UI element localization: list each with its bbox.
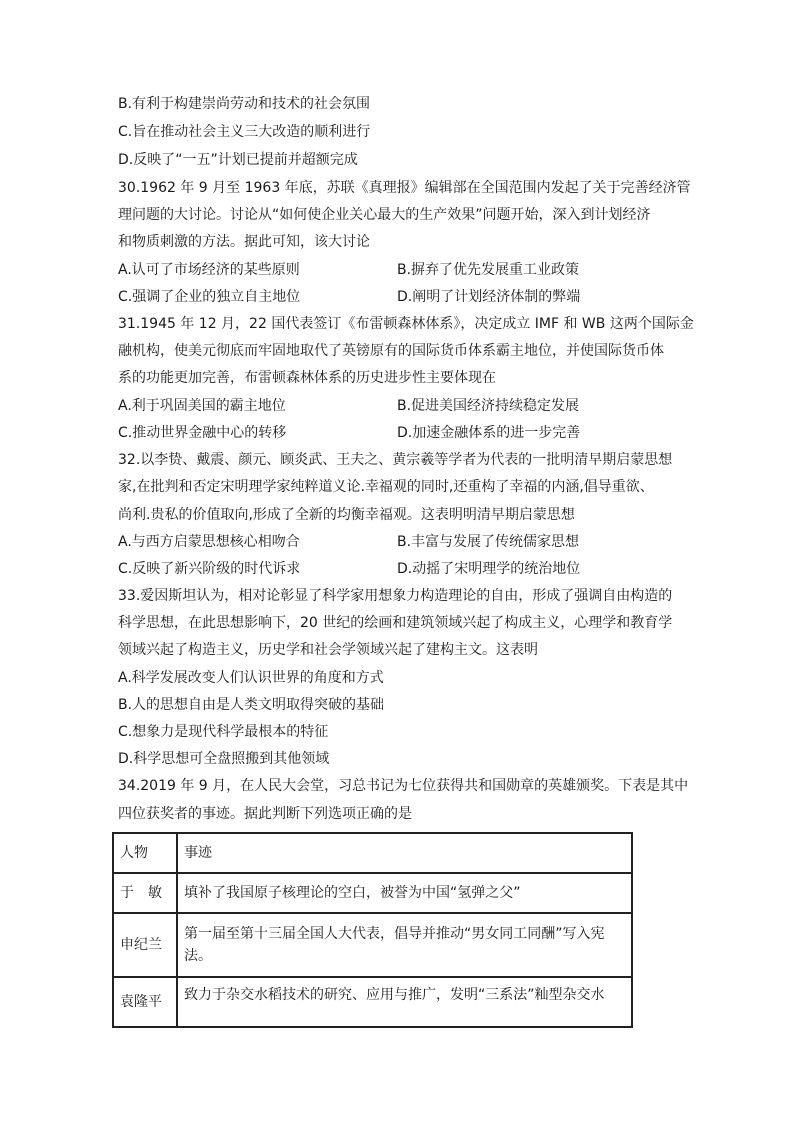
q32-option-c: C.反映了新兴阶级的时代诉求 bbox=[118, 561, 301, 577]
table-cell-person: 于 敏 bbox=[113, 873, 177, 913]
q32-stem-line-3: 尚利.贵私的价值取向,形成了全新的均衡幸福观。这表明明清早期启蒙思想 bbox=[118, 507, 575, 523]
q31-option-a: A.利于巩固美国的霸主地位 bbox=[118, 398, 286, 414]
table-cell-deeds: 第一届至第十三届全国人大代表，倡导并推动“男女同工同酬”写入宪法。 bbox=[177, 913, 632, 977]
q31-option-c: C.推动世界金融中心的转移 bbox=[118, 425, 287, 441]
q32-option-b: B.丰富与发展了传统儒家思想 bbox=[397, 534, 580, 550]
table-cell-person: 申纪兰 bbox=[113, 913, 177, 977]
q32-stem-line-1: 32.以李贽、戴震、颜元、顾炎武、王夫之、黄宗羲等学者为代表的一批明清早期启蒙思想 bbox=[118, 452, 673, 468]
q31-stem-line-1: 31.1945 年 12 月，22 国代表签订《布雷顿森林体系》，决定成立 IMF 和 WB 这两个国际金 bbox=[118, 316, 694, 332]
q33-stem-line-1: 33.爱因斯坦认为，相对论彰显了科学家用想象力构造理论的自由，形成了强调自由构造的 bbox=[118, 588, 673, 604]
q30-option-c: C.强调了企业的独立自主地位 bbox=[118, 289, 301, 305]
q29-option-d: D.反映了“一五”计划已提前并超额完成 bbox=[118, 152, 358, 168]
q31-option-d: D.加速金融体系的进一步完善 bbox=[397, 425, 581, 441]
awardee-table bbox=[112, 832, 633, 1028]
q32-option-d: D.动摇了宋明理学的统治地位 bbox=[397, 561, 581, 577]
q30-stem-line-2: 理问题的大讨论。讨论从“如何使企业关心最大的生产效果”问题开始，深入到计划经济 bbox=[118, 207, 651, 223]
q30-option-d: D.阐明了计划经济体制的弊端 bbox=[397, 289, 581, 305]
q34-stem-line-1: 34.2019 年 9 月，在人民大会堂，习总书记为七位获得共和国勋章的英雄颁奖。下表是其中 bbox=[118, 778, 689, 794]
table-cell-person: 袁隆平 bbox=[113, 977, 177, 1027]
table-header-row bbox=[113, 833, 632, 873]
q29-option-c: C.旨在推动社会主义三大改造的顺利进行 bbox=[118, 124, 371, 140]
q29-option-b: B.有利于构建崇尚劳动和技术的社会氛围 bbox=[118, 96, 371, 112]
table-row bbox=[113, 913, 632, 977]
q32-stem-line-2: 家,在批判和否定宋明理学家纯粹道义论.幸福观的同时,还重构了幸福的内涵,倡导重欲、 bbox=[118, 479, 654, 495]
q31-stem-line-3: 系的功能更加完善，布雷顿森林体系的历史进步性主要体现在 bbox=[118, 370, 496, 386]
q30-stem-line-1: 30.1962 年 9 月至 1963 年底，苏联《真理报》编辑部在全国范围内发起了关于完善经济管 bbox=[118, 180, 691, 196]
q34-stem-line-2: 四位获奖者的事迹。据此判断下列选项正确的是 bbox=[118, 806, 412, 822]
q33-option-d: D.科学思想可全盘照搬到其他领域 bbox=[118, 751, 330, 767]
q33-option-c: C.想象力是现代科学最根本的特征 bbox=[118, 724, 329, 740]
table-header-deeds: 事迹 bbox=[177, 833, 632, 873]
q31-option-b: B.促进美国经济持续稳定发展 bbox=[397, 398, 580, 414]
q33-stem-line-2: 科学思想，在此思想影响下，20 世纪的绘画和建筑领域兴起了构成主义，心理学和教育学 bbox=[118, 615, 673, 631]
table-cell-deeds: 填补了我国原子核理论的空白，被誉为中国“氢弹之父” bbox=[177, 873, 632, 913]
q33-option-a: A.科学发展改变人们认识世界的角度和方式 bbox=[118, 670, 384, 686]
table-cell-deeds: 致力于杂交水稻技术的研究、应用与推广，发明“三系法”籼型杂交水 bbox=[177, 977, 632, 1027]
table-row bbox=[113, 873, 632, 913]
q30-option-b: B.摒弃了优先发展重工业政策 bbox=[397, 262, 580, 278]
q31-stem-line-2: 融机构，使美元彻底而牢固地取代了英镑原有的国际货币体系霸主地位，并使国际货币体 bbox=[118, 343, 664, 359]
q30-stem-line-3: 和物质刺激的方法。据此可知，该大讨论 bbox=[118, 234, 370, 250]
q33-stem-line-3: 领域兴起了构造主义，历史学和社会学领域兴起了建构主文。这表明 bbox=[118, 642, 538, 658]
table-row bbox=[113, 977, 632, 1027]
table-header-person: 人物 bbox=[113, 833, 177, 873]
q30-option-a: A.认可了市场经济的某些原则 bbox=[118, 262, 300, 278]
q33-option-b: B.人的思想自由是人类文明取得突破的基础 bbox=[118, 697, 385, 713]
q32-option-a: A.与西方启蒙思想核心相吻合 bbox=[118, 534, 300, 550]
